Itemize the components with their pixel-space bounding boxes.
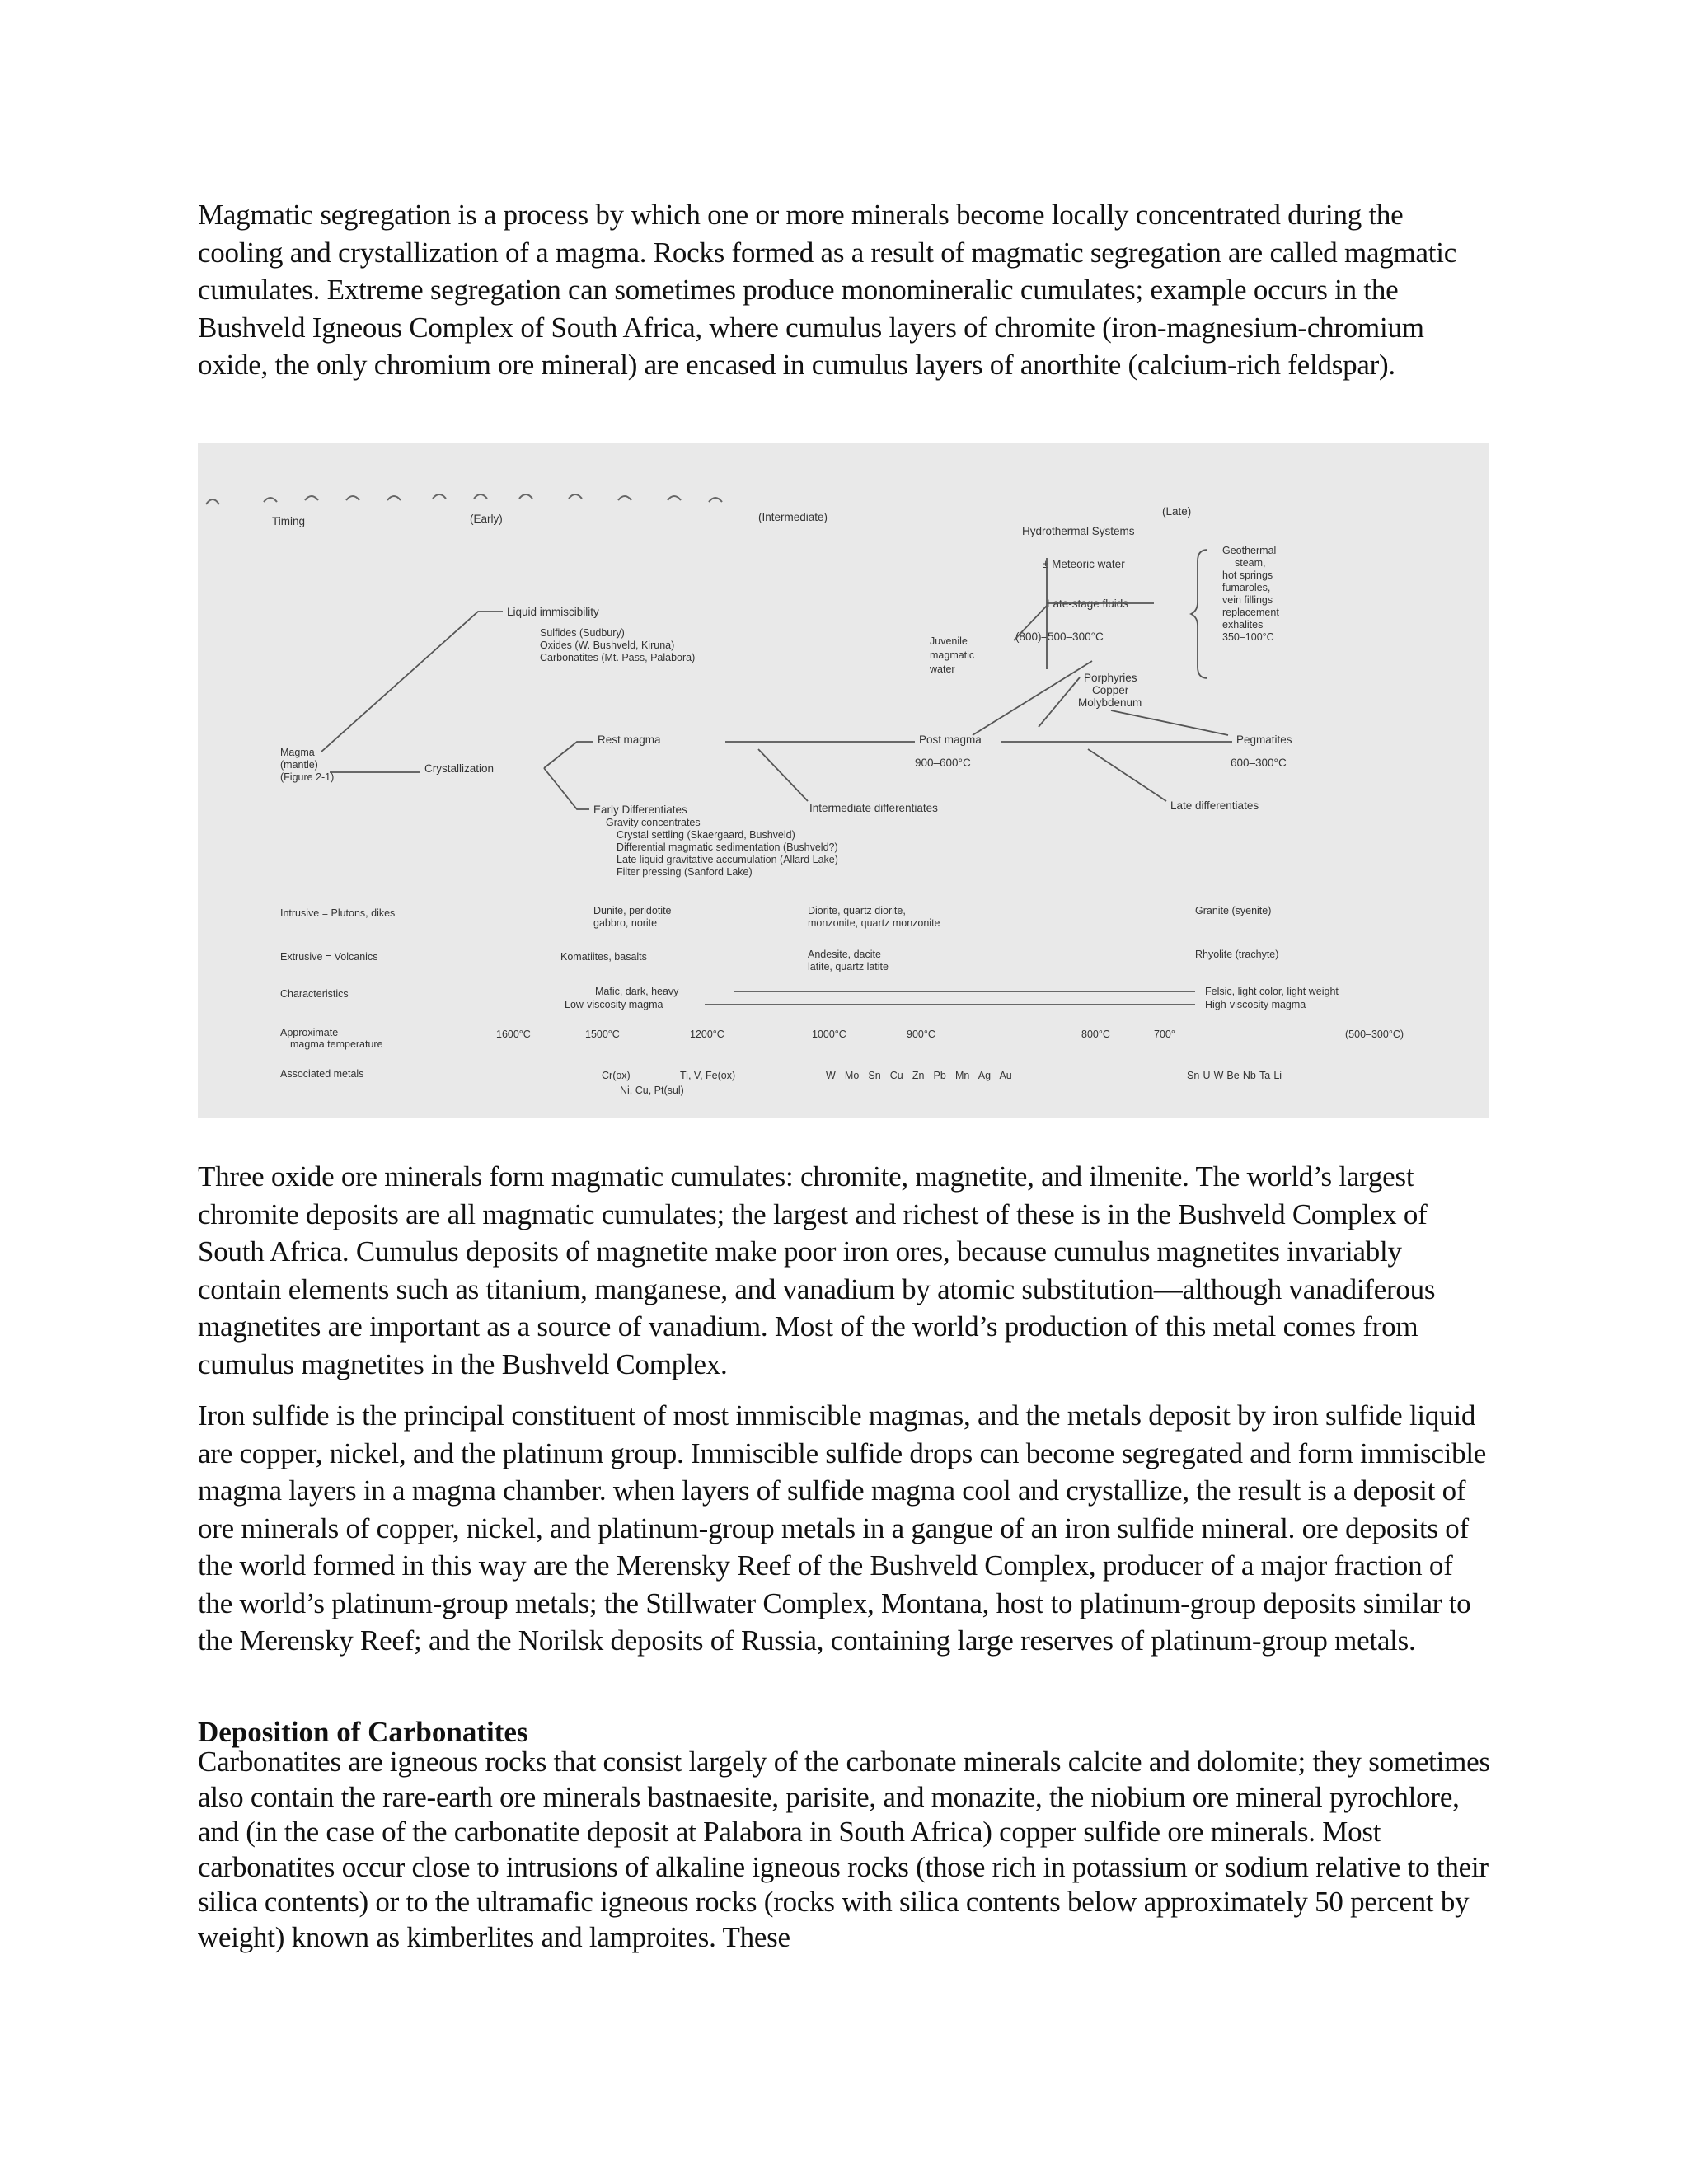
label-felsic: Felsic, light color, light weight xyxy=(1205,986,1339,997)
paragraph-carbonatites: Carbonatites are igneous rocks that consist largely of the carbonate minerals calcite and dolomite; they sometimes also contain the rare-earth ore minerals bastnaesite, parisite, and monazite, the niobium ore mineral pyrochlore, and (in the case of the carbonatite deposit at Palabora in South Africa) copper sulfide ore minerals. Most carbonatites occur close to intrusions of alkaline igneous rocks (those rich in potassium or sodium relative to their silica contents) or to the ultramafic igneous rocks (rocks with silica contents below approximately 50 percent by weight) known as kimberlites and lamproites. These xyxy=(198,1746,1490,1953)
label-porph-3: Molybdenum xyxy=(1078,696,1142,709)
label-cr: Cr(ox) xyxy=(602,1070,631,1081)
label-geo-7: exhalites xyxy=(1222,619,1264,630)
label-carbonatites: Carbonatites (Mt. Pass, Palabora) xyxy=(540,652,696,663)
label-approx-1: Approximate xyxy=(280,1027,339,1038)
label-assoc: Associated metals xyxy=(280,1068,364,1080)
label-extrusive: Extrusive = Volcanics xyxy=(280,951,378,963)
label-juvenile-2: magmatic xyxy=(930,649,975,661)
label-geo-4: fumaroles, xyxy=(1222,582,1271,593)
label-crystallization: Crystallization xyxy=(424,762,495,775)
label-t1500: 1500°C xyxy=(585,1029,620,1040)
label-geo-6: replacement xyxy=(1222,607,1279,618)
label-juvenile-3: water xyxy=(930,663,955,675)
label-high-visc: High-viscosity magma xyxy=(1205,999,1306,1010)
geothermal-brace xyxy=(1191,550,1207,678)
label-sulfides: Sulfides (Sudbury) xyxy=(540,627,625,639)
label-t500: (500–300°C) xyxy=(1345,1029,1404,1040)
label-hydrothermal: Hydrothermal Systems xyxy=(1022,525,1135,537)
label-diff-sed: Differential magmatic sedimentation (Bushveld?) xyxy=(617,841,838,853)
label-temp-800: (800)–500–300°C xyxy=(1015,630,1104,643)
label-rhyolite: Rhyolite (trachyte) xyxy=(1195,949,1279,960)
paragraph-oxide-ore-minerals: Three oxide ore minerals form magmatic cumulates: chromite, magnetite, and ilmenite. The world’s largest chromite deposits are all magmatic cumulates; the largest and richest of these is in the Bushveld Complex of South Africa. Cumulus deposits of magnetite make poor iron ores, because cumulus magnetites invariably contain elements such as titanium, manganese, and vanadium by atomic substitution—although vanadiferous magnetites are important as a source of vanadium. Most of the world’s production of this metal comes from cumulus magnetites in the Bushveld Complex. xyxy=(198,1160,1436,1380)
label-early-diff: Early Differentiates xyxy=(593,804,687,816)
label-metals-late: Sn-U-W-Be-Nb-Ta-Li xyxy=(1187,1070,1282,1081)
label-late-diff: Late differentiates xyxy=(1170,799,1259,812)
label-porph-2: Copper xyxy=(1092,684,1129,696)
label-t800: 800°C xyxy=(1081,1029,1110,1040)
label-porph-1: Porphyries xyxy=(1084,672,1137,684)
label-low-visc: Low-viscosity magma xyxy=(565,999,663,1010)
label-approx-2: magma temperature xyxy=(290,1038,383,1050)
label-t1200: 1200°C xyxy=(690,1029,724,1040)
label-granite: Granite (syenite) xyxy=(1195,905,1272,916)
label-geo-3: hot springs xyxy=(1222,569,1273,581)
label-late: (Late) xyxy=(1162,505,1192,518)
label-dunite-1: Dunite, peridotite xyxy=(593,905,672,916)
label-intrusive: Intrusive = Plutons, dikes xyxy=(280,907,396,919)
label-ti: Ti, V, Fe(ox) xyxy=(680,1070,736,1081)
label-t1600: 1600°C xyxy=(496,1029,531,1040)
label-geo-1: Geothermal xyxy=(1222,545,1277,556)
label-dunite-2: gabbro, norite xyxy=(593,917,658,929)
label-magma-1: Magma xyxy=(280,747,315,758)
label-rest-magma: Rest magma xyxy=(598,733,661,746)
label-crystal-settling: Crystal settling (Skaergaard, Bushveld) xyxy=(617,829,795,841)
label-late-stage: Late-stage fluids xyxy=(1047,598,1129,610)
label-andesite-2: latite, quartz latite xyxy=(808,961,889,972)
label-peg-temp: 600–300°C xyxy=(1231,757,1287,769)
label-filter: Filter pressing (Sanford Lake) xyxy=(617,866,753,878)
label-mafic: Mafic, dark, heavy xyxy=(595,986,679,997)
label-intermediate: (Intermediate) xyxy=(758,511,828,523)
label-geo-8: 350–100°C xyxy=(1222,631,1274,643)
wave-marks xyxy=(206,494,722,504)
label-post-temp: 900–600°C xyxy=(915,757,971,769)
label-meteoric: ± Meteoric water xyxy=(1043,558,1125,570)
label-liquid-immiscibility: Liquid immiscibility xyxy=(507,606,599,618)
label-magma-3: (Figure 2-1) xyxy=(280,771,335,783)
figure-diagram xyxy=(198,443,1489,1118)
label-inter-diff: Intermediate differentiates xyxy=(809,802,938,814)
label-geo-2: steam, xyxy=(1235,557,1266,569)
label-late-liquid: Late liquid gravitative accumulation (Allard Lake) xyxy=(617,854,838,865)
label-gravity: Gravity concentrates xyxy=(606,817,701,828)
label-characteristics: Characteristics xyxy=(280,988,349,1000)
label-juvenile-1: Juvenile xyxy=(930,635,968,647)
label-magma-2: (mantle) xyxy=(280,759,318,771)
label-t900: 900°C xyxy=(907,1029,935,1040)
label-komatiites: Komatiites, basalts xyxy=(560,951,647,963)
label-oxides: Oxides (W. Bushveld, Kiruna) xyxy=(540,640,675,651)
label-timing: Timing xyxy=(272,515,306,527)
magmatic-processes-figure xyxy=(198,443,1489,1118)
label-geo-5: vein fillings xyxy=(1222,594,1273,606)
label-ni: Ni, Cu, Pt(sul) xyxy=(620,1085,684,1096)
label-diorite-2: monzonite, quartz monzonite xyxy=(808,917,940,929)
label-early: (Early) xyxy=(470,513,503,525)
label-metals-mid: W - Mo - Sn - Cu - Zn - Pb - Mn - Ag - Au xyxy=(826,1070,1012,1081)
paragraph-iron-sulfide: Iron sulfide is the principal constituent of most immiscible magmas, and the metals deposit by iron sulfide liquid are copper, nickel, and the platinum group. Immiscible sulfide drops can become segregated and form immiscible magma layers in a magma chamber. when layers of sulfide magma cool and crystallize, the result is a deposit of ore minerals of copper, nickel, and platinum-group metals in a gangue of an iron sulfide mineral. ore deposits of the world formed in this way are the Merensky Reef of the Bushveld Complex, producer of a major fraction of the world’s platinum-group metals; the Stillwater Complex, Montana, host to platinum-group deposits similar to the Merensky Reef; and the Norilsk deposits of Russia, containing large reserves of platinum-group metals. xyxy=(198,1399,1487,1657)
heading-deposition-of-carbonatites: Deposition of Carbonatites xyxy=(198,1716,528,1748)
label-diorite-1: Diorite, quartz diorite, xyxy=(808,905,906,916)
label-pegmatites: Pegmatites xyxy=(1236,733,1292,746)
label-post-magma: Post magma xyxy=(919,733,982,746)
paragraph-magmatic-segregation: Magmatic segregation is a process by which one or more minerals become locally concentrated during the cooling and crystallization of a magma. Rocks formed as a result of magmatic segregation are called magmatic cumulates. Extreme segregation can sometimes produce monomineralic cumulates; example occurs in the Bushveld Igneous Complex of South Africa, where cumulus layers of chromite (iron-magnesium-chromium oxide, the only chromium ore mineral) are encased in cumulus layers of anorthite (calcium-rich feldspar). xyxy=(198,199,1457,381)
label-t1000: 1000°C xyxy=(812,1029,846,1040)
label-t700: 700° xyxy=(1154,1029,1175,1040)
label-andesite-1: Andesite, dacite xyxy=(808,949,881,960)
